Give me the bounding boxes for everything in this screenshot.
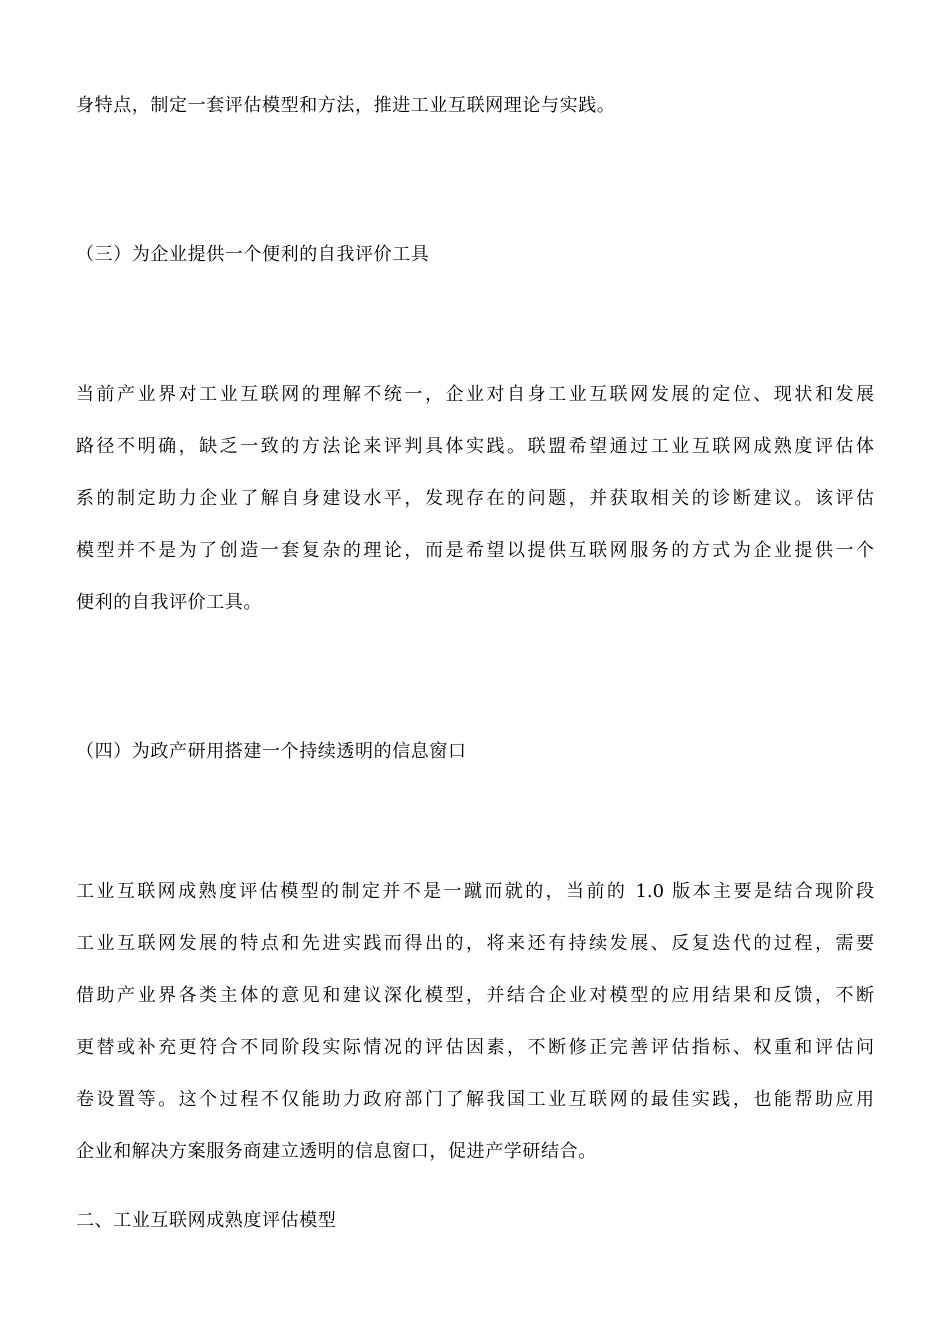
paragraph-line: 卷设置等。这个过程不仅能助力政府部门了解我国工业互联网的最佳实践，也能帮助应用: [76, 1089, 874, 1110]
subsection-heading-3: （三）为企业提供一个便利的自我评价工具: [76, 244, 430, 265]
subsection-heading-4: （四）为政产研用搭建一个持续透明的信息窗口: [76, 741, 467, 762]
paragraph-line: 企业和解决方案服务商建立透明的信息窗口，促进产学研结合。: [76, 1141, 597, 1162]
paragraph-line: 借助产业界各类主体的意见和建议深化模型，并结合企业对模型的应用结果和反馈，不断: [76, 985, 874, 1006]
paragraph-line: 便利的自我评价工具。: [76, 592, 262, 613]
paragraph-line: 工业互联网成熟度评估模型的制定并不是一蹴而就的，当前的 1.0 版本主要是结合现阶段: [76, 881, 874, 902]
paragraph-line: 模型并不是为了创造一套复杂的理论，而是希望以提供互联网服务的方式为企业提供一个: [76, 540, 874, 561]
paragraph-line: 路径不明确，缺乏一致的方法论来评判具体实践。联盟希望通过工业互联网成熟度评估体: [76, 436, 874, 457]
paragraph-line: 更替或补充更符合不同阶段实际情况的评估因素，不断修正完善评估指标、权重和评估问: [76, 1037, 874, 1058]
section-heading-2: 二、工业互联网成熟度评估模型: [76, 1210, 337, 1231]
paragraph-line: 身特点，制定一套评估模型和方法，推进工业互联网理论与实践。: [76, 95, 616, 116]
paragraph-line: 工业互联网发展的特点和先进实践而得出的，将来还有持续发展、反复迭代的过程，需要: [76, 933, 874, 954]
paragraph-line: 系的制定助力企业了解自身建设水平，发现存在的问题，并获取相关的诊断建议。该评估: [76, 488, 874, 509]
paragraph-line: 当前产业界对工业互联网的理解不统一，企业对自身工业互联网发展的定位、现状和发展: [76, 384, 874, 405]
